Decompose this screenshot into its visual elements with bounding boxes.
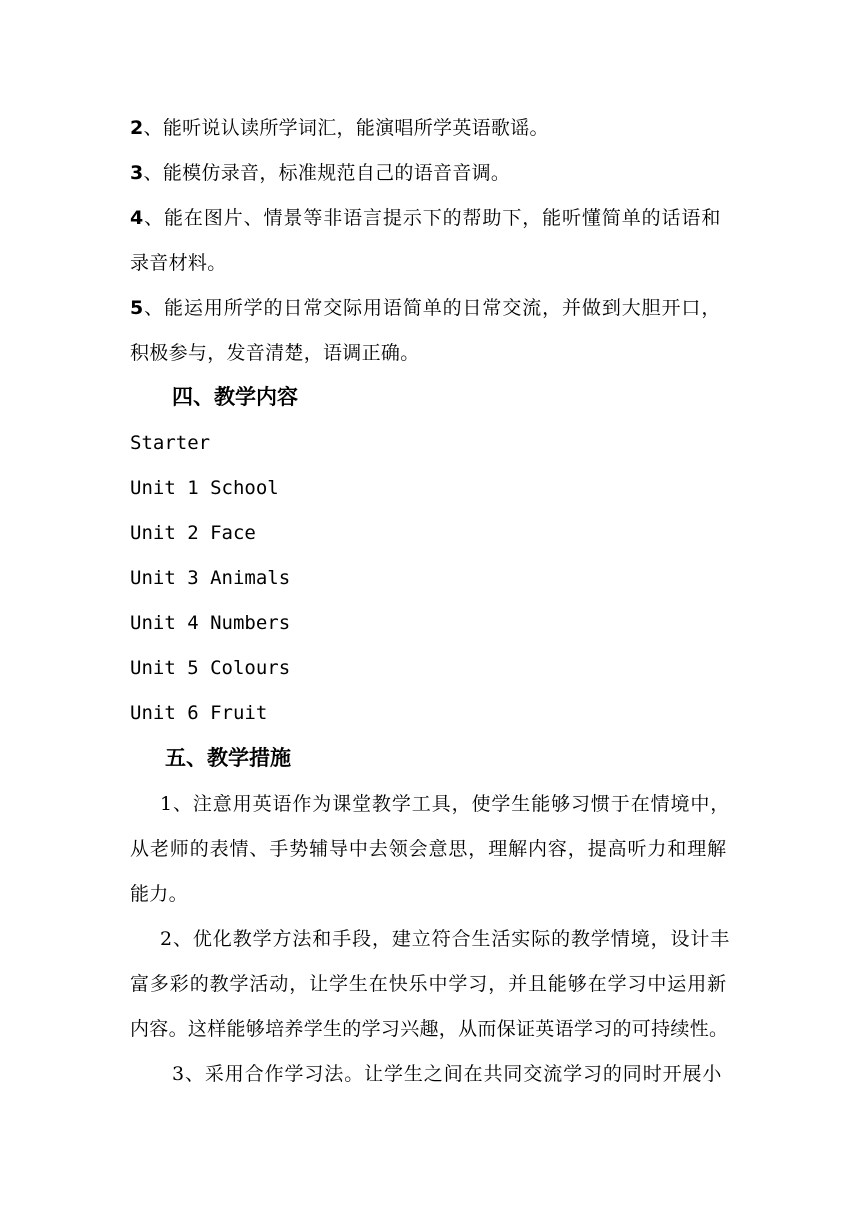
unit-item: Unit 5 Colours [130, 657, 291, 679]
objective-number: 3 [130, 162, 144, 184]
objective-text: 、能模仿录音，标准规范自己的语音音调。 [143, 162, 511, 184]
unit-item: Starter [130, 432, 211, 454]
unit-item: Unit 2 Face [130, 522, 256, 544]
objective-number: 2 [130, 117, 144, 139]
measure-paragraph-1-line: 1、注意用英语作为课堂教学工具，使学生能够习惯于在情境中， [160, 793, 731, 815]
unit-item: Unit 4 Numbers [130, 612, 291, 634]
measure-paragraph-2-line: 内容。这样能够培养学生的学习兴趣，从而保证英语学习的可持续性。 [130, 1018, 729, 1040]
measure-paragraph-2-line: 富多彩的教学活动，让学生在快乐中学习，并且能够在学习中运用新 [130, 973, 728, 995]
measure-paragraph-1-line: 能力。 [130, 883, 188, 905]
measure-paragraph-1-line: 从老师的表情、手势辅导中去领会意思，理解内容，提高听力和理解 [130, 838, 728, 860]
objective-text: 、能运用所学的日常交际用语简单的日常交流，并做到大胆开口， [144, 297, 722, 319]
objective-number: 4 [130, 207, 145, 229]
objective-2 [130, 116, 549, 140]
objective-text: 、能听说认读所学词汇，能演唱所学英语歌谣。 [143, 117, 549, 139]
objective-text: 、能在图片、情景等非语言提示下的帮助下，能听懂简单的话语和 [144, 207, 722, 229]
section-heading-teaching-content: 四、教学内容 [172, 385, 298, 409]
objective-4-continuation: 录音材料。 [130, 252, 227, 274]
unit-item: Unit 6 Fruit [130, 702, 268, 724]
measure-paragraph-2-line: 2、优化教学方法和手段，建立符合生活实际的教学情境，设计丰 [160, 928, 731, 950]
objective-number: 5 [130, 297, 145, 319]
objective-5 [130, 296, 721, 320]
objective-3 [130, 161, 510, 185]
measure-paragraph-3-line: 3、采用合作学习法。让学生之间在共同交流学习的同时开展小 [172, 1063, 723, 1085]
unit-item: Unit 3 Animals [130, 567, 291, 589]
objective-4 [130, 206, 721, 230]
objective-5-continuation: 积极参与，发音清楚，语调正确。 [130, 342, 420, 364]
unit-item: Unit 1 School [130, 477, 279, 499]
section-heading-teaching-measures: 五、教学措施 [165, 746, 291, 770]
